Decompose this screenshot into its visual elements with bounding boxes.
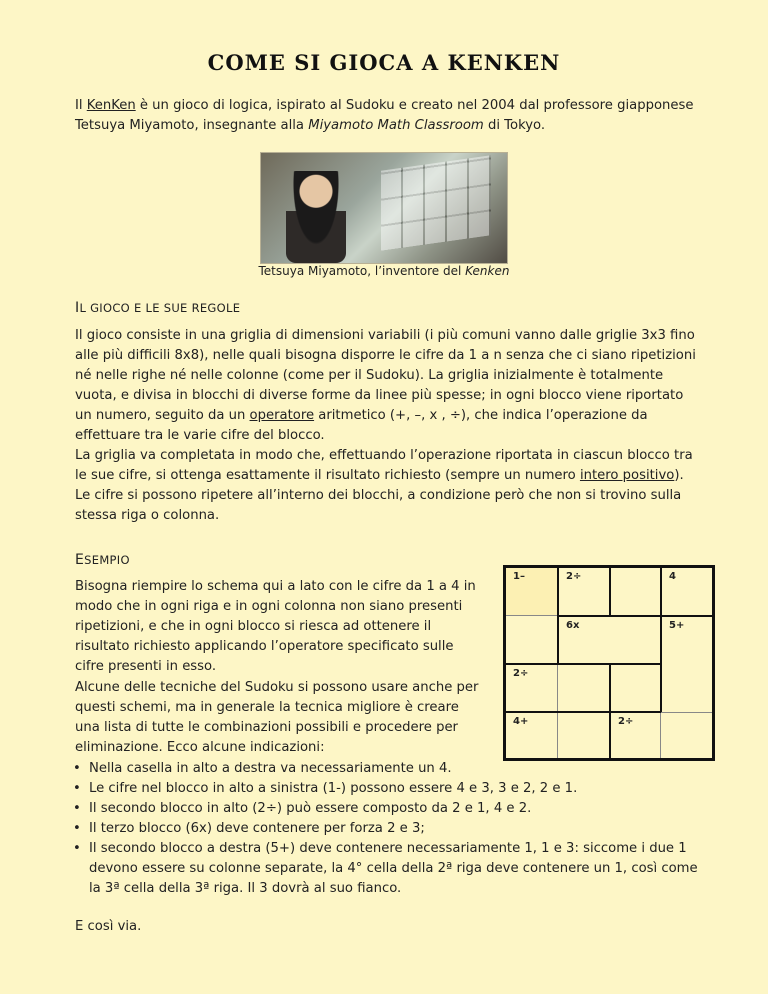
- clue-2-div: 2÷: [618, 716, 634, 727]
- tips-list: [73, 759, 713, 899]
- intro-paragraph: [75, 96, 697, 136]
- rules-text: La griglia va completata in modo che, effettuando l’operazione riportata in ciascun blocco tra le sue cifre, si ottenga esattamente il risultato richiesto (sempre un numero: [75, 448, 693, 483]
- clue-4: 4: [669, 571, 676, 582]
- heading-rest: L GIOCO E LE SUE REGOLE: [79, 301, 241, 315]
- photo-glass-panel: [381, 155, 491, 250]
- rules-paragraph-1: [75, 326, 697, 446]
- clue-6-times: 6x: [566, 620, 580, 631]
- heading-rest: SEMPIO: [84, 553, 130, 567]
- grid-line-thick: [609, 664, 611, 758]
- kenken-link[interactable]: KenKen: [86, 98, 136, 113]
- page-title: COME SI GIOCA A KENKEN: [207, 50, 561, 75]
- clue-2-div: 2÷: [566, 571, 582, 582]
- closing-text: E così via.: [75, 919, 142, 934]
- rules-text: aritmetico (+, –, x , ÷), che indica l’operazione da effettuare tra le varie cifre del blocco.: [75, 408, 648, 443]
- photo-person: [286, 171, 346, 263]
- school-name: Miyamoto Math Classroom: [308, 118, 484, 133]
- rules-paragraph-2: [75, 446, 697, 526]
- list-item: • Nella casella in alto a destra va necessariamente un 4.: [73, 759, 713, 779]
- clue-4-plus: 4+: [513, 716, 529, 727]
- list-item: • Il secondo blocco a destra (5+) deve contenere necessariamente 1, 1 e 3: siccome i due 1 devono essere su colonne separate, la 4° cella della 2ª riga deve contenere un 1, così come la 3ª cella della 3ª riga. Il 3 dovrà al suo fianco.: [73, 839, 713, 899]
- list-item: • Il secondo blocco in alto (2÷) può essere composto da 2 e 1, 4 e 2.: [73, 799, 713, 819]
- intro-text: Il: [75, 98, 87, 113]
- clue-1-minus: 1–: [513, 571, 525, 582]
- clue-2-div: 2÷: [513, 668, 529, 679]
- example-paragraph-1: Bisogna riempire lo schema qui a lato con le cifre da 1 a 4 in modo che in ogni riga e in ogni colonna non siano presenti ripetizioni, e che in ogni blocco si riesca ad ottenere il risultato richiesto applicando l’operatore specificato sulle cifre presenti in esso.: [75, 579, 476, 674]
- list-item: • Il terzo blocco (6x) deve contenere per forza 2 e 3;: [73, 819, 713, 839]
- section-heading-example: [75, 552, 130, 568]
- intero-positivo-link[interactable]: intero positivo: [579, 468, 675, 483]
- example-paragraph-2: Alcune delle tecniche del Sudoku si possono usare anche per questi schemi, ma in generale la tecnica migliore è creare una lista di tutte le combinazioni possibili e procedere per eliminazione. Ecco alcune indicazioni:: [75, 680, 479, 755]
- grid-line: [660, 712, 661, 758]
- section-heading-rules: [75, 300, 240, 316]
- list-item: • Le cifre nel blocco in alto a sinistra (1-) possono essere 4 e 3, 3 e 2, 2 e 1.: [73, 779, 713, 799]
- kenken-grid: [503, 565, 715, 761]
- caption-italic: Kenken: [465, 264, 510, 278]
- caption-text: Tetsuya Miyamoto, l’inventore del: [258, 264, 466, 278]
- heading-initial: I: [75, 300, 80, 316]
- rules-text: Il gioco consiste in una griglia di dimensioni variabili (i più comuni vanno dalle griglie 3x3 fino alle più difficili 8x8), nelle quali bisogna disporre le cifre da 1 a n senza che ci siano ripetizioni né nelle righe né nelle colonne (come per il Sudoku). La griglia inizialmente è totalmente vuota, e divisa in blocchi di diverse forme da linee più spesse; in ogni blocco viene riportato un numero, seguito da un: [75, 328, 696, 423]
- intro-text: è un gioco di logica, ispirato al Sudoku e creato nel 2004 dal professore giapponese Tetsuya Miyamoto, insegnante alla: [75, 98, 694, 133]
- grid-line-thick: [609, 568, 611, 616]
- clue-5-plus: 5+: [669, 620, 685, 631]
- heading-initial: E: [75, 552, 85, 568]
- operatore-link[interactable]: operatore: [249, 408, 315, 423]
- rules-text: ). Le cifre si possono ripetere all’interno dei blocchi, a condizione però che non si trovino sulla stessa riga o colonna.: [75, 468, 684, 523]
- inventor-photo: [260, 152, 508, 264]
- intro-text: di Tokyo.: [483, 118, 546, 133]
- photo-caption: [0, 264, 768, 278]
- grid-line-thick: [660, 568, 662, 712]
